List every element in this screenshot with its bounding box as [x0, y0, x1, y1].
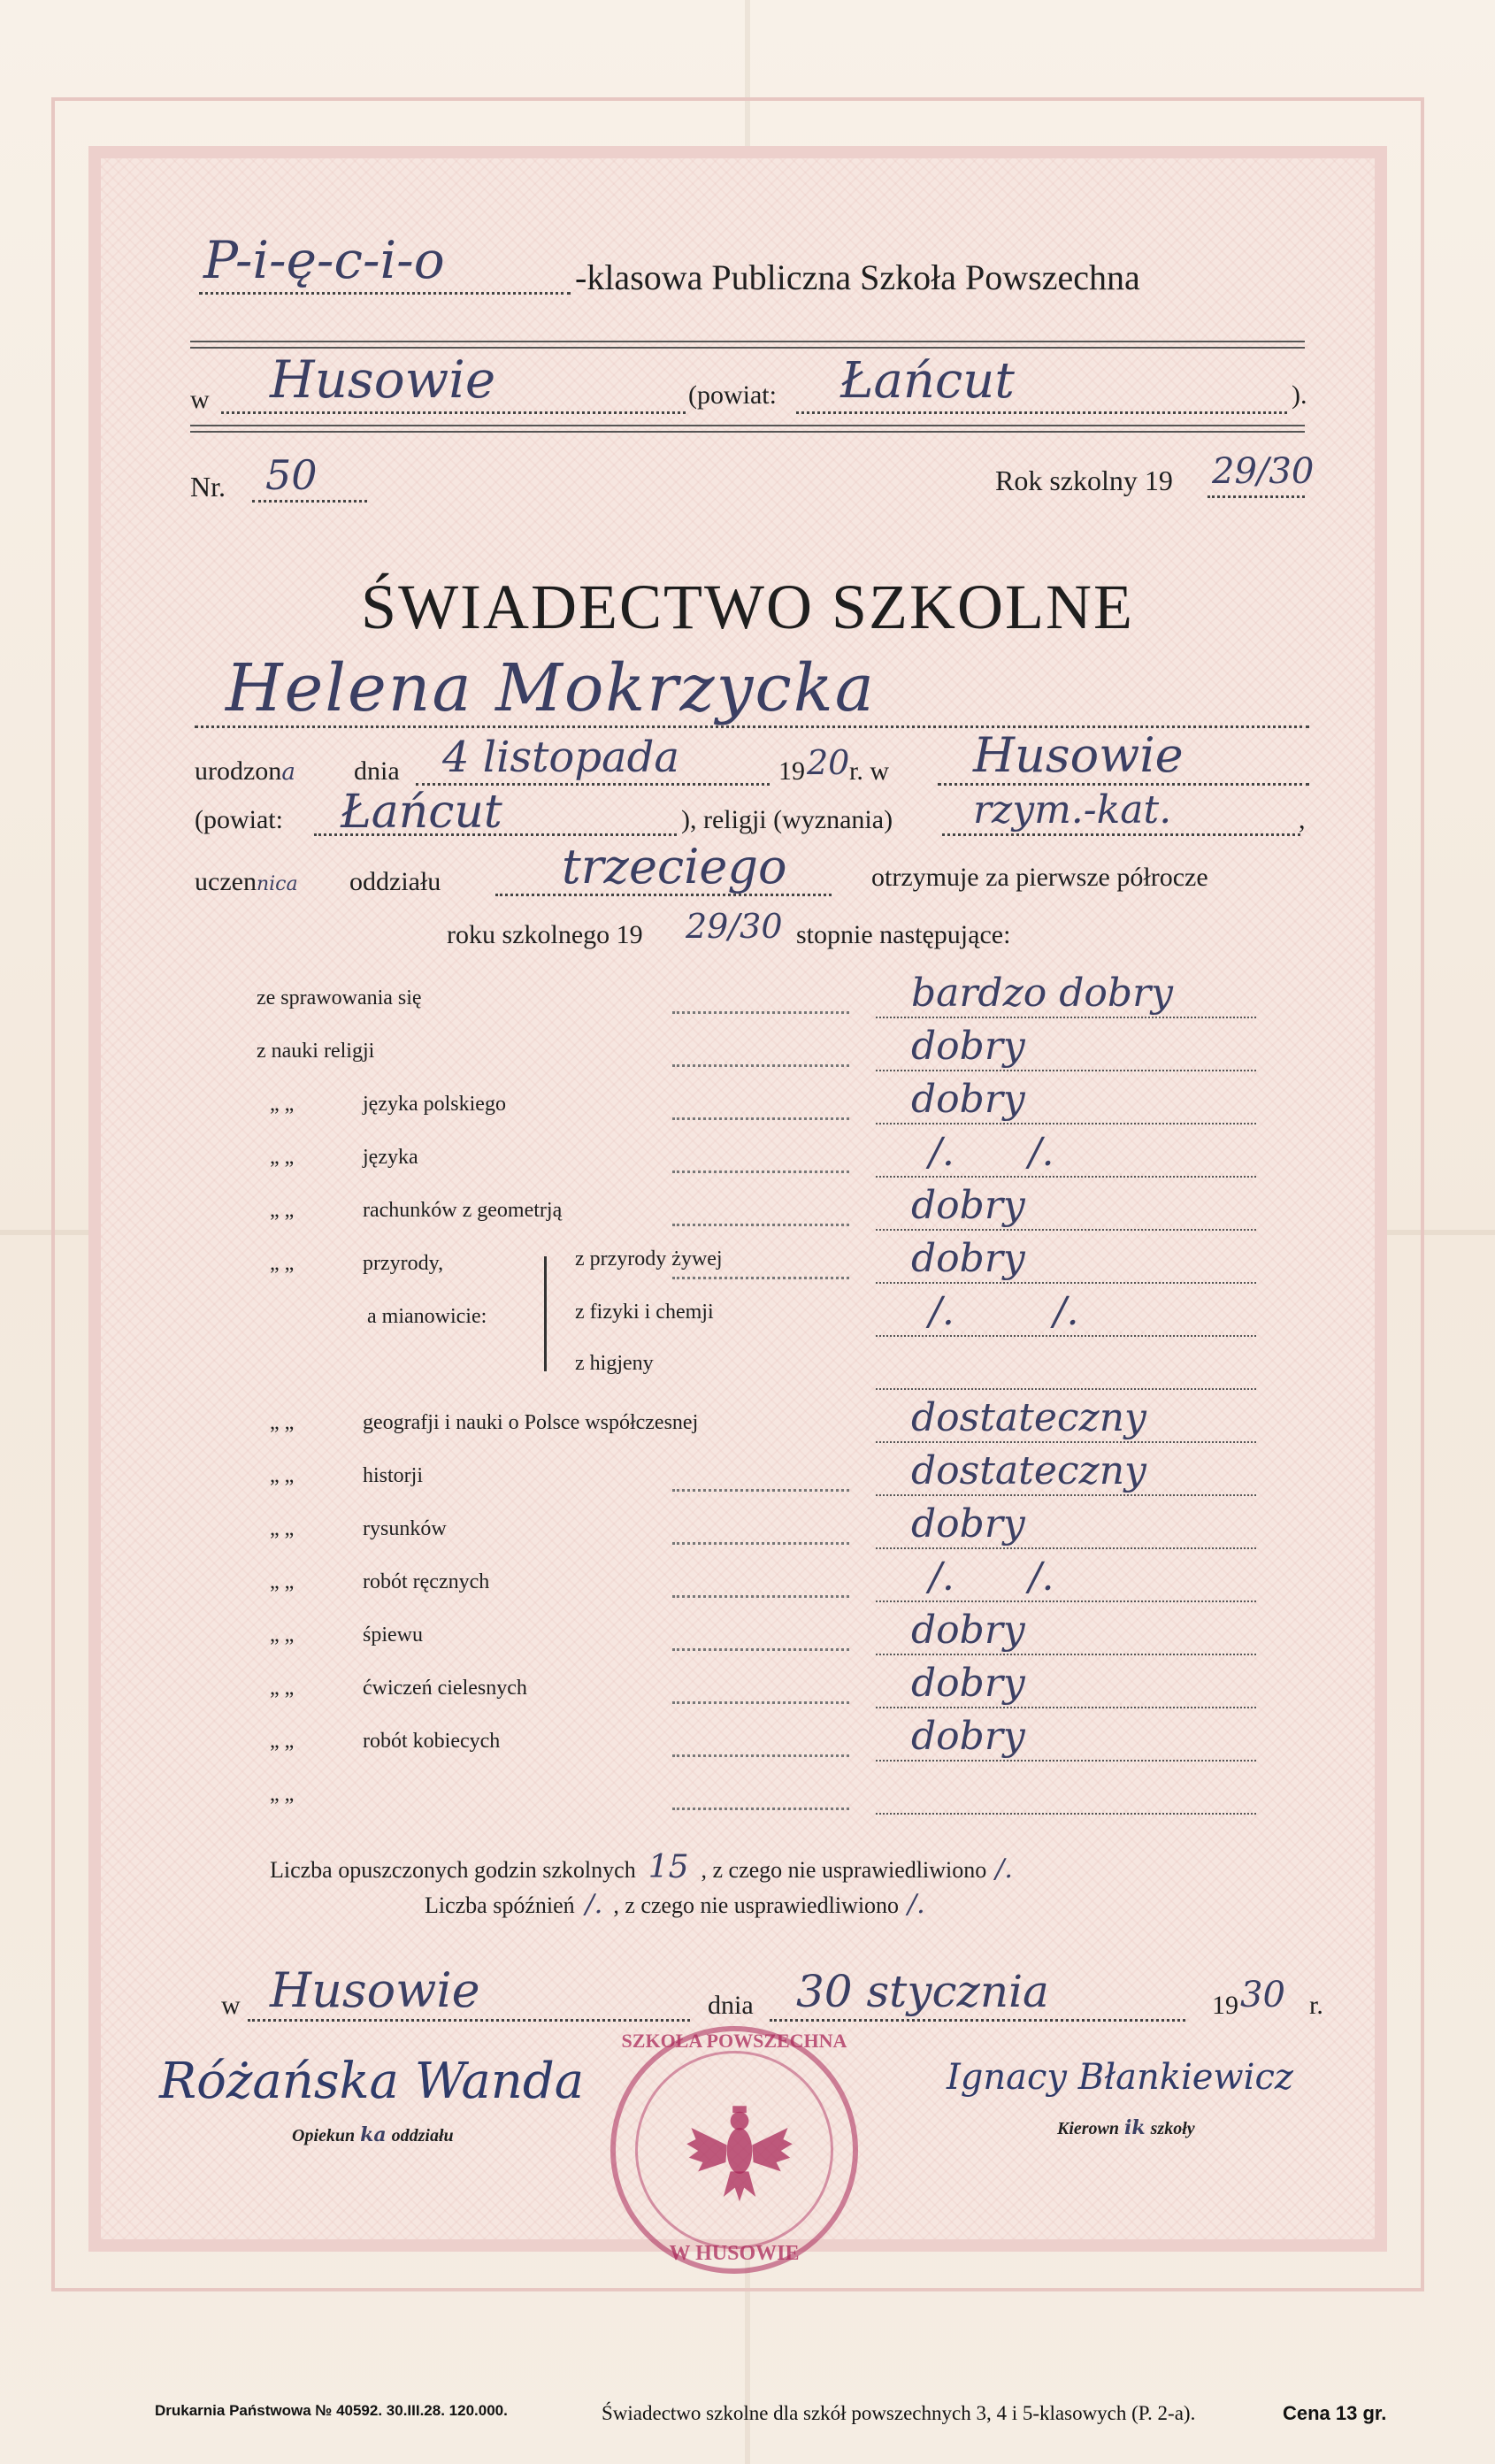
issued-dnia-label: dnia: [708, 1991, 754, 2020]
grade-subject: geografji i nauki o Polsce współczesnej: [363, 1411, 699, 1434]
grade-value-handwritten: bardzo dobry: [911, 971, 1173, 1016]
eagle-emblem-icon: [682, 2093, 797, 2208]
director-label-handwritten: ik: [1124, 2116, 1146, 2139]
pupil-label: [195, 867, 298, 897]
school-year-label: Rok szkolny 19: [995, 464, 1173, 496]
grade-answer-line: [876, 1494, 1256, 1496]
guardian-label: [292, 2123, 454, 2146]
receives-label: otrzymuje za pierwsze półrocze: [871, 863, 1208, 892]
birth-r-w-label: r. w: [849, 756, 889, 786]
birth-place-dotted-line: [938, 783, 1309, 786]
issued-date-handwritten: 30 stycznia: [796, 1966, 1049, 2017]
class-count-handwritten: P-i-ę-c-i-o: [203, 230, 445, 290]
grade-prefix: „ „: [270, 1783, 295, 1806]
grades-year-prefix: roku szkolnego 19: [447, 920, 643, 949]
powiat-handwritten: Łańcut: [840, 352, 1015, 410]
grade-value-handwritten: dobry: [911, 1501, 1025, 1547]
stamp-bottom-text: W HUSOWIE: [669, 2242, 800, 2265]
grade-value-handwritten: dobry: [911, 1236, 1025, 1281]
nature-sub-3: z higjeny: [575, 1352, 654, 1375]
nr-label: Nr.: [190, 471, 226, 503]
grade-subject: robót kobiecych: [363, 1730, 501, 1753]
grade-dotted-line: [672, 1808, 849, 1810]
grade-subject: śpiewu: [363, 1623, 423, 1647]
grade-prefix: „ „: [270, 1199, 295, 1222]
issued-date-dotted-line: [770, 2019, 1185, 2022]
grade-answer-line: [876, 1335, 1256, 1337]
header-rule-2: [190, 425, 1305, 433]
grade-prefix: „ „: [270, 1623, 295, 1647]
grade-subject: z nauki religji: [257, 1040, 375, 1063]
grade-answer-line: [876, 1654, 1256, 1655]
grade-value-handwritten: /. /.: [929, 1289, 1079, 1334]
late-unexcused-handwritten: /.: [908, 1889, 925, 1920]
grade-dotted-line: [672, 1117, 849, 1120]
grade-subject: języka polskiego: [363, 1093, 506, 1116]
late-unexcused-label: , z czego nie usprawiedliwiono: [613, 1892, 900, 1918]
powiat-label: (powiat:: [688, 380, 777, 410]
school-stamp: [610, 2026, 858, 2274]
grade-prefix: „ „: [270, 1252, 295, 1275]
nr-dotted-line: [252, 500, 367, 503]
grade-value-handwritten: dobry: [911, 1183, 1025, 1228]
grade-dotted-line: [672, 1595, 849, 1598]
absence-unexcused-handwritten: /.: [995, 1854, 1013, 1884]
birth-date-handwritten: 4 listopada: [442, 733, 680, 782]
student-powiat-dotted-line: [314, 833, 677, 836]
division-label: oddziału: [349, 867, 441, 896]
religion-label: ), religji (wyznania): [681, 805, 893, 834]
director-label-post: szkoły: [1150, 2119, 1195, 2138]
grade-value-handwritten: /. /.: [929, 1130, 1054, 1175]
birth-year-handwritten: 20: [807, 743, 850, 782]
born-label: [195, 756, 295, 787]
grade-answer-line: [876, 1547, 1256, 1549]
grade-prefix: „ „: [270, 1730, 295, 1753]
grade-answer-line: [876, 1229, 1256, 1231]
grade-answer-line: [876, 1600, 1256, 1602]
nature-sub-2: z fizyki i chemji: [575, 1301, 714, 1324]
birth-place-handwritten: Husowie: [973, 727, 1184, 783]
born-label-text: urodzon: [195, 756, 282, 786]
absence-hours-handwritten: 15: [648, 1849, 689, 1885]
religion-comma: ,: [1299, 805, 1306, 834]
grade-dotted-line: [672, 1754, 849, 1757]
issued-w-label: w: [221, 1991, 241, 2020]
director-label-pre: Kierown: [1057, 2119, 1120, 2138]
grade-prefix: „ „: [270, 1146, 295, 1169]
absence-unexcused-label: , z czego nie usprawiedliwiono: [701, 1857, 987, 1883]
w-label: w: [190, 385, 210, 414]
grade-value-handwritten: /. /.: [929, 1554, 1054, 1600]
grades-year-handwritten: 29/30: [686, 907, 783, 946]
grade-prefix: „ „: [270, 1677, 295, 1700]
late-handwritten: /.: [585, 1889, 603, 1920]
grade-answer-line: [876, 1176, 1256, 1178]
grade-subject: języka: [363, 1146, 418, 1169]
grade-subject: robót ręcznych: [363, 1570, 490, 1593]
issued-place-dotted-line: [248, 2019, 690, 2022]
grade-answer-line: [876, 1017, 1256, 1018]
grade-dotted-line: [672, 1542, 849, 1545]
grade-prefix: „ „: [270, 1411, 295, 1434]
grade-value-handwritten: dobry: [911, 1024, 1025, 1069]
grade-answer-line: [876, 1441, 1256, 1443]
class-handwritten: trzeciego: [562, 839, 787, 894]
form-price: Cena 13 gr.: [1283, 2402, 1387, 2424]
student-name-handwritten: Helena Mokrzycka: [226, 650, 876, 726]
certificate-number-handwritten: 50: [265, 451, 318, 499]
grade-value-handwritten: dobry: [911, 1661, 1025, 1706]
birth-dnia-label: dnia: [354, 756, 400, 786]
grade-prefix: „ „: [270, 1517, 295, 1540]
issued-year-handwritten: 30: [1240, 1975, 1285, 2015]
grade-value-handwritten: dobry: [911, 1077, 1025, 1122]
director-signature: Ignacy Błankiewicz: [947, 2057, 1293, 2098]
issued-r-label: r.: [1309, 1991, 1323, 2020]
pupil-label-text: uczen: [195, 867, 257, 896]
issued-place-handwritten: Husowie: [270, 1962, 480, 2018]
grade-dotted-line: [672, 1489, 849, 1492]
grade-answer-line: [876, 1070, 1256, 1071]
nature-sub-1: z przyrody żywej: [575, 1247, 723, 1270]
born-suffix-handwritten: a: [281, 759, 295, 786]
grade-value-handwritten: dostateczny: [911, 1395, 1146, 1440]
grade-value-handwritten: dobry: [911, 1608, 1025, 1653]
nature-brace: [544, 1256, 547, 1371]
location-dotted-line: [221, 411, 686, 414]
form-name: Świadectwo szkolne dla szkół powszechnych 3, 4 i 5-klasowych (P. 2-a).: [602, 2402, 1196, 2424]
school-year-handwritten: 29/30: [1212, 451, 1315, 492]
grade-subject: rachunków z geometrją: [363, 1199, 563, 1222]
religion-handwritten: rzym.-kat.: [973, 787, 1172, 833]
guardian-label-post: oddziału: [391, 2126, 454, 2145]
header-rule-1: [190, 341, 1305, 349]
class-count-dotted-line: [199, 292, 571, 295]
grade-answer-line: [876, 1282, 1256, 1284]
stamp-top-text: SZKOŁA POWSZECHNA: [621, 2030, 847, 2052]
certificate-title: ŚWIADECTWO SZKOLNE: [361, 572, 1134, 642]
school-location-handwritten: Husowie: [270, 349, 496, 410]
grade-dotted-line: [672, 1701, 849, 1704]
grade-prefix: „ „: [270, 1093, 295, 1116]
religion-dotted-line: [942, 833, 1300, 836]
powiat-dotted-line: [796, 411, 1287, 414]
grade-dotted-line: [672, 1224, 849, 1226]
absence-hours-label: Liczba opuszczonych godzin szkolnych: [270, 1857, 636, 1883]
grades-year-suffix: stopnie następujące:: [796, 920, 1011, 949]
absence-line-2: [425, 1889, 925, 1920]
printer-info: Drukarnia Państwowa № 40592. 30.III.28. 120.000.: [155, 2402, 508, 2419]
guardian-label-handwritten: ka: [360, 2123, 387, 2146]
student-powiat-label: (powiat:: [195, 805, 283, 834]
birth-year-prefix: 19: [778, 756, 805, 786]
grade-subject: ze sprawowania się: [257, 986, 422, 1009]
grade-subject: historji: [363, 1464, 424, 1487]
issued-year-prefix: 19: [1212, 1991, 1238, 2020]
absence-line-1: [270, 1849, 1013, 1885]
school-type-text: -klasowa Publiczna Szkoła Powszechna: [575, 257, 1140, 297]
guardian-label-pre: Opiekun: [292, 2126, 356, 2145]
student-powiat-handwritten: Łańcut: [341, 786, 502, 839]
late-label: Liczba spóźnień: [425, 1892, 575, 1918]
grade-dotted-line: [672, 1011, 849, 1014]
school-year-dotted-line: [1208, 495, 1305, 498]
grade-subject: przyrody,: [363, 1252, 444, 1275]
grade-subject: rysunków: [363, 1517, 447, 1540]
grade-subject: a mianowicie:: [367, 1305, 487, 1328]
grade-value-handwritten: dostateczny: [911, 1448, 1146, 1493]
grade-answer-line: [876, 1707, 1256, 1708]
director-label: [1057, 2116, 1195, 2139]
grade-dotted-line: [672, 1064, 849, 1067]
grade-prefix: „ „: [270, 1570, 295, 1593]
grade-subject: ćwiczeń cielesnych: [363, 1677, 527, 1700]
grade-answer-line: [876, 1388, 1256, 1390]
class-dotted-line: [495, 894, 832, 896]
grade-value-handwritten: dobry: [911, 1714, 1025, 1759]
grade-dotted-line: [672, 1277, 849, 1279]
grade-prefix: „ „: [270, 1464, 295, 1487]
grade-dotted-line: [672, 1171, 849, 1173]
grade-dotted-line: [672, 1648, 849, 1651]
powiat-close: ).: [1292, 380, 1307, 410]
guardian-signature: Różańska Wanda: [159, 2053, 585, 2110]
pupil-suffix-handwritten: nica: [256, 873, 298, 895]
grade-answer-line: [876, 1760, 1256, 1762]
grade-answer-line: [876, 1813, 1256, 1815]
grade-answer-line: [876, 1123, 1256, 1125]
